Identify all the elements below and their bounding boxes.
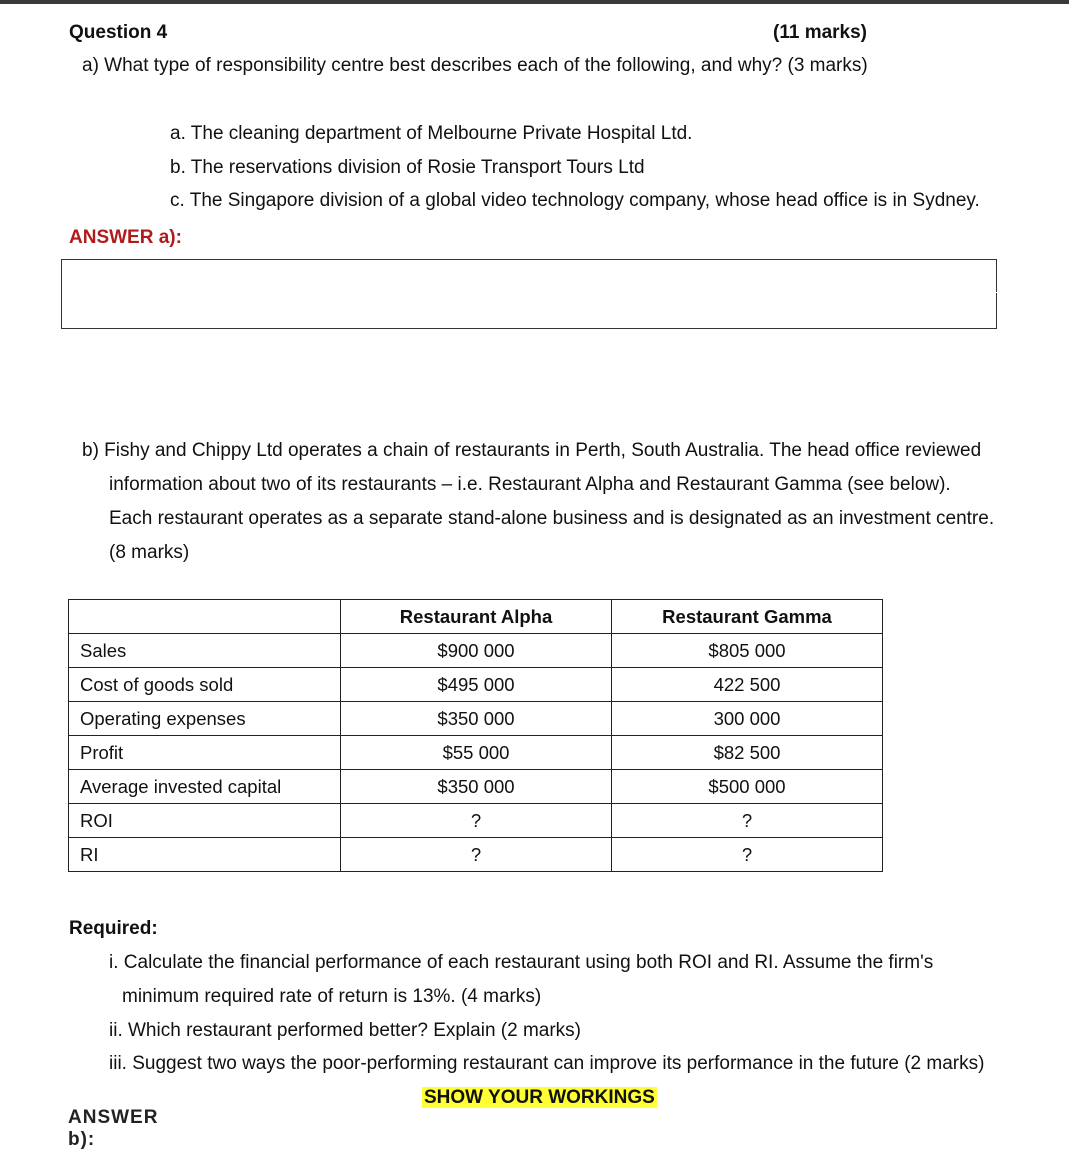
part-a-item-b: b. The reservations division of Rosie Transport Tours Ltd: [170, 157, 645, 178]
table-row: [69, 804, 883, 838]
gamma-value: $82 500: [612, 736, 883, 770]
gamma-value: ?: [612, 804, 883, 838]
row-label: Cost of goods sold: [69, 668, 341, 702]
row-label: Average invested capital: [69, 770, 341, 804]
answer-a-label: ANSWER a):: [69, 227, 182, 248]
part-b-text: b) Fishy and Chippy Ltd operates a chain of restaurants in Perth, South Australia. The head office reviewed information about two of its restaurants – i.e. Restaurant Alpha and Restaurant Gamma (see below). Each restaurant operates as a separate stand-alone business and is designated as an investment centre. (8 marks): [82, 440, 995, 563]
required-item-iii: iii. Suggest two ways the poor-performing restaurant can improve its performance in the future (2 marks): [109, 1053, 985, 1074]
alpha-value: $350 000: [341, 770, 612, 804]
required-item-ii: ii. Which restaurant performed better? Explain (2 marks): [109, 1020, 582, 1041]
table-header-row: [69, 600, 883, 634]
table-row: [69, 634, 883, 668]
gamma-value: 300 000: [612, 702, 883, 736]
table-row: [69, 736, 883, 770]
required-item-i: i. Calculate the financial performance of each restaurant using both ROI and RI. Assume the firm's: [109, 952, 934, 973]
gamma-value: 422 500: [612, 668, 883, 702]
part-a-question: a) What type of responsibility centre best describes each of the following, and why? (3 marks): [82, 55, 868, 76]
row-label: Sales: [69, 634, 341, 668]
show-workings-note: [422, 1086, 657, 1110]
answer-a-box[interactable]: [61, 259, 997, 329]
show-workings-highlight: SHOW YOUR WORKINGS: [424, 1087, 655, 1108]
table-row: [69, 702, 883, 736]
gamma-value: $500 000: [612, 770, 883, 804]
part-a-item-a: a. The cleaning department of Melbourne Private Hospital Ltd.: [170, 123, 693, 144]
alpha-value: ?: [341, 838, 612, 872]
table-row: [69, 668, 883, 702]
gamma-value: ?: [612, 838, 883, 872]
row-label: RI: [69, 838, 341, 872]
alpha-value: $350 000: [341, 702, 612, 736]
table-header-gamma: Restaurant Gamma: [612, 600, 883, 634]
row-label: Operating expenses: [69, 702, 341, 736]
gamma-value: $805 000: [612, 634, 883, 668]
question-title: Question 4: [69, 22, 168, 43]
answer-b-label: ANSWER b):: [68, 1107, 159, 1150]
table-row: [69, 838, 883, 872]
financial-table: [68, 599, 883, 872]
question-marks: (11 marks): [773, 22, 868, 43]
alpha-value: $55 000: [341, 736, 612, 770]
required-item-i-cont: minimum required rate of return is 13%. (4 marks): [122, 986, 542, 1007]
required-heading: Required:: [69, 918, 158, 939]
alpha-value: $900 000: [341, 634, 612, 668]
table-row: [69, 770, 883, 804]
table-header-blank: [69, 600, 341, 634]
alpha-value: $495 000: [341, 668, 612, 702]
table-header-alpha: Restaurant Alpha: [341, 600, 612, 634]
part-a-item-c: c. The Singapore division of a global video technology company, whose head office is in Sydney.: [170, 190, 980, 211]
top-border: [0, 0, 1069, 4]
alpha-value: ?: [341, 804, 612, 838]
row-label: Profit: [69, 736, 341, 770]
part-b-question: [82, 434, 997, 570]
answer-b-label-cut: [68, 1107, 178, 1150]
row-label: ROI: [69, 804, 341, 838]
